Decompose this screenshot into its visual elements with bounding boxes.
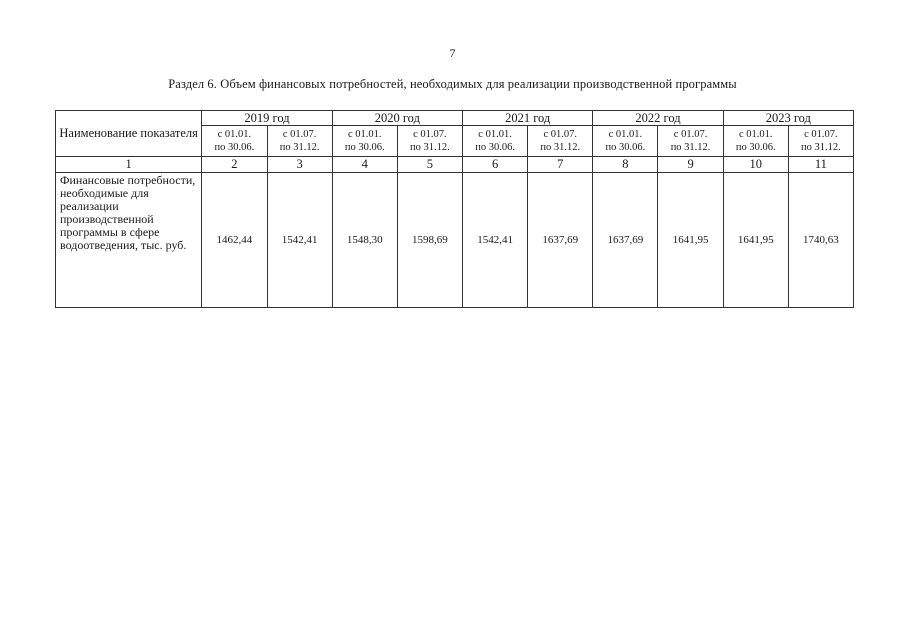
column-number: 9 [658,157,723,173]
value-cell: 1542,41 [267,173,332,308]
value-cell: 1641,95 [723,173,788,308]
year-header-2020: 2020 год [332,111,462,126]
period-header: с 01.01. по 30.06. [463,126,528,157]
period-header: с 01.07. по 31.12. [658,126,723,157]
column-number: 10 [723,157,788,173]
period-header: с 01.07. по 31.12. [528,126,593,157]
financial-needs-table [55,110,854,308]
value-cell: 1637,69 [593,173,658,308]
value-cell: 1462,44 [202,173,267,308]
period-header: с 01.01. по 30.06. [202,126,267,157]
column-number: 1 [56,157,202,173]
column-number: 5 [397,157,462,173]
value-cell: 1598,69 [397,173,462,308]
period-header: с 01.01. по 30.06. [593,126,658,157]
year-header-2019: 2019 год [202,111,332,126]
value-cell: 1548,30 [332,173,397,308]
column-number: 3 [267,157,332,173]
table-row [56,173,854,308]
column-number: 7 [528,157,593,173]
section-title: Раздел 6. Объем финансовых потребностей, необходимых для реализации производственной программы [168,77,737,91]
column-number: 4 [332,157,397,173]
period-header: с 01.07. по 31.12. [267,126,332,157]
value-cell: 1641,95 [658,173,723,308]
column-number: 8 [593,157,658,173]
value-cell: 1542,41 [463,173,528,308]
year-header-2021: 2021 год [463,111,593,126]
page-number: 7 [449,46,456,60]
name-column-header: Наименование показателя [56,111,202,157]
period-header: с 01.01. по 30.06. [723,126,788,157]
value-cell: 1637,69 [528,173,593,308]
year-header-2022: 2022 год [593,111,723,126]
indicator-name: Финансовые потребности, необходимые для реализации производственной программы в сфере водоотведения, тыс. руб. [56,173,202,308]
year-header-row [56,111,854,126]
year-header-2023: 2023 год [723,111,853,126]
column-number: 6 [463,157,528,173]
column-number: 2 [202,157,267,173]
period-header: с 01.07. по 31.12. [788,126,853,157]
value-cell: 1740,63 [788,173,853,308]
period-header: с 01.07. по 31.12. [397,126,462,157]
column-number-row [56,157,854,173]
column-number: 11 [788,157,853,173]
period-header: с 01.01. по 30.06. [332,126,397,157]
